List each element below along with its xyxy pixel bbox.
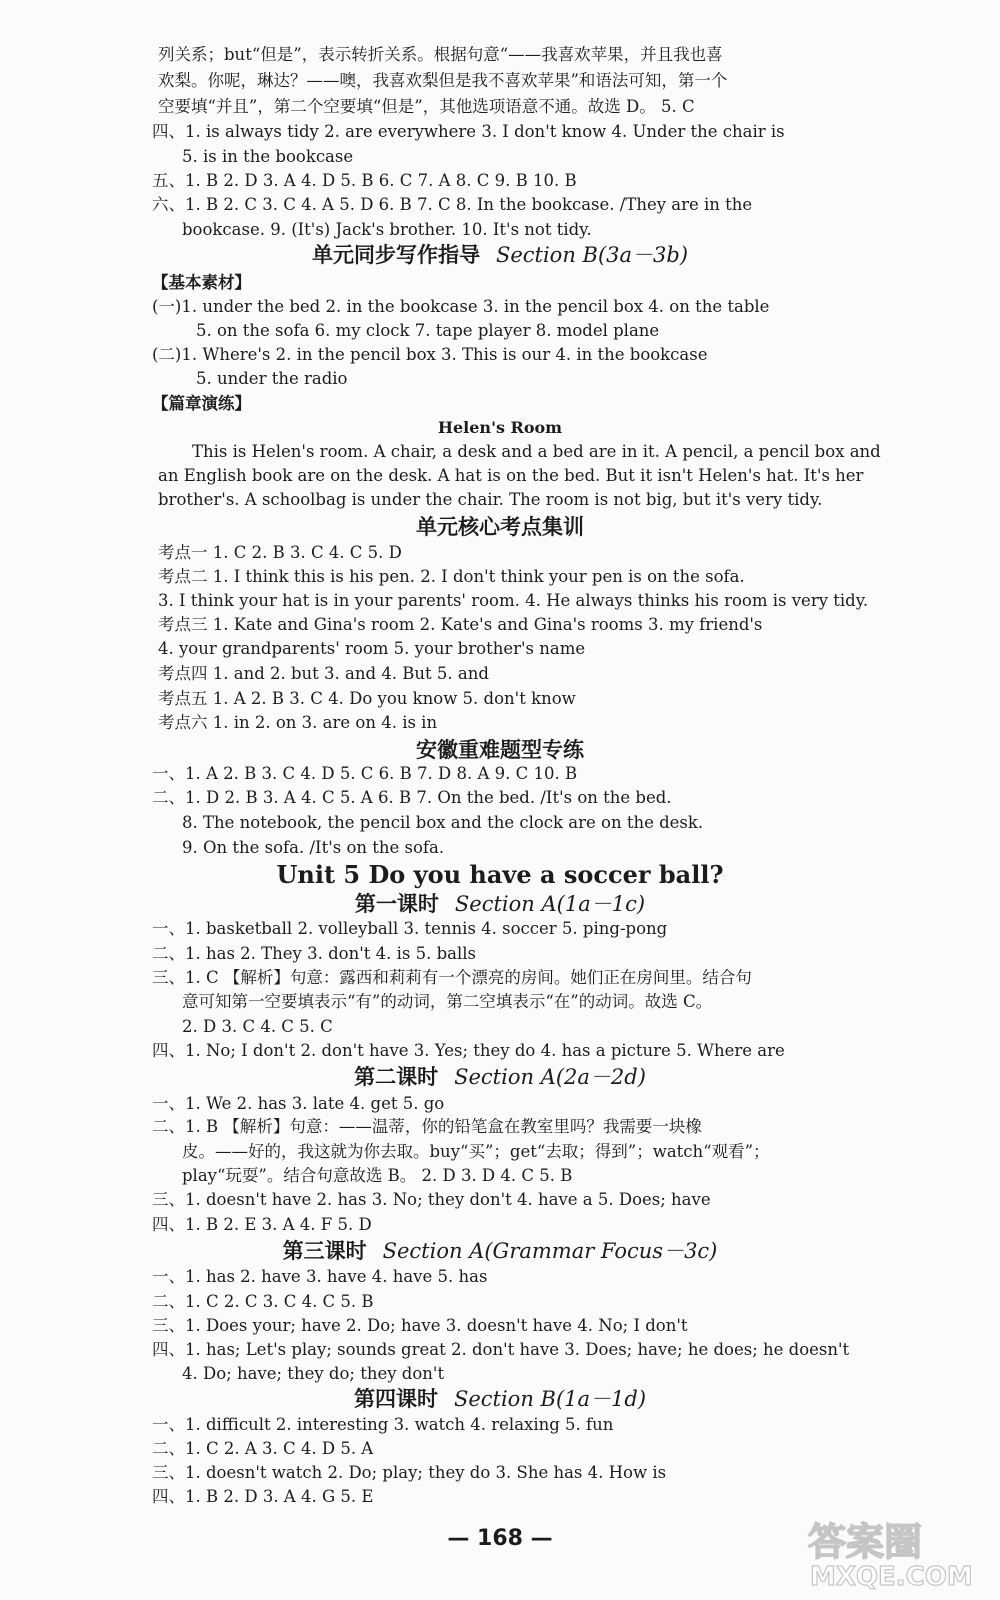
text-line: 4. your grandparents' room 5. your brother's name — [158, 639, 586, 658]
text-line: 四、1. B 2. E 3. A 4. F 5. D — [152, 1215, 372, 1234]
text-line: 三、1. doesn't have 2. has 3. No; they don't 4. have a 5. Does; have — [152, 1190, 711, 1209]
text-line: 考点四 1. and 2. but 3. and 4. But 5. and — [158, 664, 489, 683]
text-line: bookcase. 9. (It's) Jack's brother. 10. It's not tidy. — [182, 220, 592, 239]
text-line: play“玩耍”。结合句意故选 B。 2. D 3. D 4. C 5. B — [182, 1166, 573, 1185]
lesson-heading-4: 第四课时 Section B(1a－1d) — [353, 1386, 647, 1411]
text-line: 欢梨。你呢，琳达？——噢，我喜欢梨但是我不喜欢苹果”和语法可知，第一个 — [158, 71, 728, 90]
text-line: an English book are on the desk. A hat is on the bed. But it isn't Helen's hat. It's her — [158, 466, 864, 485]
text-line: 六、1. B 2. C 3. C 4. A 5. D 6. B 7. C 8. In the bookcase. /They are in the — [152, 195, 753, 214]
watermark-url: MXQE.COM — [810, 1562, 973, 1592]
text-line: 考点二 1. I think this is his pen. 2. I don't think your pen is on the sofa. — [158, 567, 745, 586]
text-line: 空要填“并且”，第二个空要填“但是”，其他选项语意不通。故选 D。 5. C — [158, 97, 695, 116]
text-line: 二、1. C 2. A 3. C 4. D 5. A — [152, 1439, 374, 1458]
text-line: 四、1. No; I don't 2. don't have 3. Yes; they do 4. has a picture 5. Where are — [152, 1041, 785, 1060]
lesson-heading-2: 第二课时 Section A(2a－2d) — [354, 1064, 646, 1089]
text-line: 五、1. B 2. D 3. A 4. D 5. B 6. C 7. A 8. C 9. B 10. B — [152, 171, 577, 190]
text-line: 三、1. Does your; have 2. Do; have 3. doesn't have 4. No; I don't — [152, 1316, 688, 1335]
text-line: 四、1. has; Let's play; sounds great 2. don't have 3. Does; have; he does; he doesn't — [152, 1340, 850, 1359]
text-line: 5. is in the bookcase — [182, 147, 354, 166]
text-line: 4. Do; have; they do; they don't — [182, 1364, 445, 1383]
text-line: 3. I think your hat is in your parents' room. 4. He always thinks his room is very tidy. — [158, 591, 869, 610]
watermark-text: 答案圈 — [808, 1520, 923, 1564]
text-line: (一)1. under the bed 2. in the bookcase 3. in the pencil box 4. on the table — [152, 297, 770, 316]
text-line: 考点五 1. A 2. B 3. C 4. Do you know 5. don't know — [158, 689, 576, 708]
text-line: (二)1. Where's 2. in the pencil box 3. This is our 4. in the bookcase — [152, 345, 708, 364]
text-line: 皮。——好的，我这就为你去取。buy“买”；get“去取；得到”；watch“观看”； — [182, 1142, 770, 1161]
text-line: 一、1. difficult 2. interesting 3. watch 4. relaxing 5. fun — [152, 1415, 614, 1434]
text-line: 三、1. doesn't watch 2. Do; play; they do 3. She has 4. How is — [152, 1463, 667, 1482]
watermark-logo — [802, 1507, 972, 1592]
text-line: 一、1. A 2. B 3. C 4. D 5. C 6. B 7. D 8. A 9. C 10. B — [152, 764, 578, 783]
text-line: This is Helen's room. A chair, a desk and a bed are in it. A pencil, a pencil box and — [192, 442, 881, 461]
lesson-heading-1: 第一课时 Section A(1a－1c) — [354, 891, 646, 916]
text-line: 考点六 1. in 2. on 3. are on 4. is in — [158, 713, 438, 732]
text-line: brother's. A schoolbag is under the chair. The room is not big, but it's very tidy. — [158, 490, 823, 509]
text-line: 列关系；but“但是”，表示转折关系。根据句意“——我喜欢苹果，并且我也喜 — [158, 45, 723, 64]
text-line: 一、1. basketball 2. volleyball 3. tennis 4. soccer 5. ping-pong — [152, 919, 668, 938]
page-number: — 168 — — [447, 1526, 553, 1551]
text-line: 一、1. We 2. has 3. late 4. get 5. go — [152, 1094, 445, 1113]
text-line: 意可知第一空要填表示“有”的动词，第二空填表示“在”的动词。故选 C。 — [182, 992, 713, 1011]
text-line: 四、1. is always tidy 2. are everywhere 3. I don't know 4. Under the chair is — [152, 122, 785, 141]
text-line: 考点一 1. C 2. B 3. C 4. C 5. D — [158, 543, 402, 562]
text-line: 2. D 3. C 4. C 5. C — [182, 1017, 333, 1036]
text-line: 一、1. has 2. have 3. have 4. have 5. has — [152, 1267, 488, 1286]
text-line: 二、1. has 2. They 3. don't 4. is 5. balls — [152, 944, 477, 963]
section-heading-writing: 单元同步写作指导 Section B(3a－3b) — [311, 242, 689, 267]
text-line: 9. On the sofa. /It's on the sofa. — [182, 838, 445, 857]
lesson-heading-3: 第三课时 Section A(Grammar Focus－3c) — [282, 1238, 718, 1263]
text-line: 三、1. C 【解析】句意：露西和莉莉有一个漂亮的房间。她们正在房间里。结合句 — [152, 968, 752, 987]
text-line: 四、1. B 2. D 3. A 4. G 5. E — [152, 1487, 374, 1506]
text-line: 5. under the radio — [196, 369, 348, 388]
subhead-practice: 【篇章演练】 — [152, 394, 251, 413]
subhead-basic: 【基本素材】 — [152, 273, 251, 292]
text-line: 二、1. C 2. C 3. C 4. C 5. B — [152, 1292, 374, 1311]
section-heading-anhui: 安徽重难题型专练 — [416, 737, 584, 762]
text-line: 二、1. B 【解析】句意：——温蒂，你的铅笔盒在教室里吗？我需要一块橡 — [152, 1117, 702, 1136]
section-heading-core: 单元核心考点集训 — [416, 514, 584, 539]
unit-title: Unit 5 Do you have a soccer ball? — [276, 860, 724, 889]
text-line: 二、1. D 2. B 3. A 4. C 5. A 6. B 7. On the bed. /It's on the bed. — [152, 788, 672, 807]
essay-title: Helen's Room — [437, 418, 563, 437]
text-line: 8. The notebook, the pencil box and the clock are on the desk. — [182, 813, 704, 832]
text-line: 5. on the sofa 6. my clock 7. tape player 8. model plane — [196, 321, 660, 340]
watermark-graphic — [802, 1507, 972, 1592]
text-line: 考点三 1. Kate and Gina's room 2. Kate's and Gina's rooms 3. my friend's — [158, 615, 763, 634]
